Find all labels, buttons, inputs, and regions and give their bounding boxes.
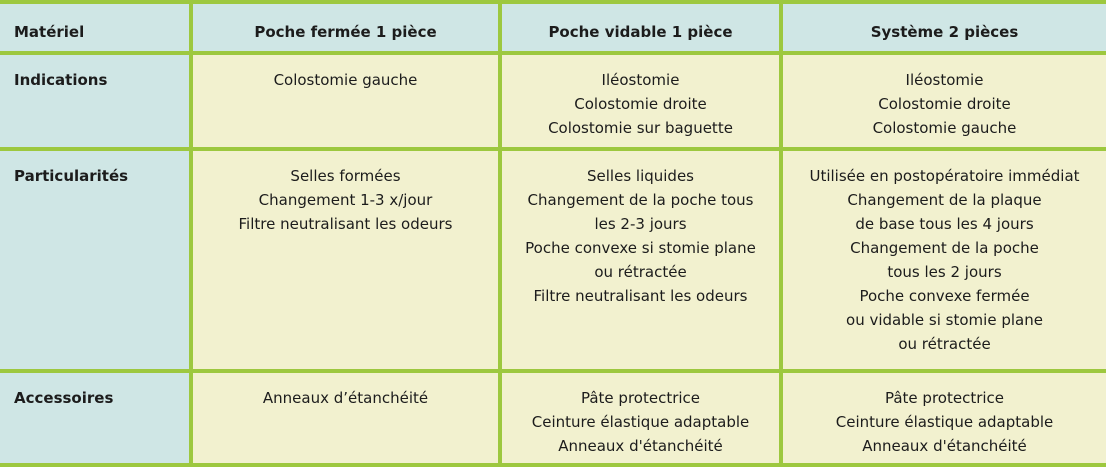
table-row [0, 149, 1106, 371]
table-cell [500, 149, 781, 371]
cell-line: Pâte protectrice [580, 389, 701, 407]
table-row [0, 371, 1106, 465]
cell-line: Iléostomie [905, 71, 984, 89]
cell-line: Filtre neutralisant les odeurs [533, 287, 748, 305]
table-row [0, 53, 1106, 149]
cell-line: Iléostomie [601, 71, 680, 89]
cell-line: ou vidable si stomie plane [846, 311, 1043, 329]
cell-line: Colostomie sur baguette [548, 119, 733, 137]
cell-line: ou rétractée [594, 263, 687, 281]
cell-line: Anneaux d'étanchéité [558, 437, 723, 455]
cell-line: Colostomie droite [878, 95, 1011, 113]
cell-line: Anneaux d'étanchéité [862, 437, 1027, 455]
header-row [0, 2, 1106, 53]
cell-line: de base tous les 4 jours [855, 215, 1034, 233]
cell-line: Colostomie droite [574, 95, 707, 113]
header-poche-vidable: Poche vidable 1 pièce [500, 2, 781, 53]
cell-line: Selles liquides [587, 167, 694, 185]
cell-line: Utilisée en postopératoire immédiat [809, 167, 1080, 185]
table-cell [781, 149, 1106, 371]
table-cell [500, 53, 781, 149]
row-label-indications: Indications [0, 53, 191, 149]
table-cell [781, 371, 1106, 465]
cell-line: Changement de la poche [850, 239, 1039, 257]
table-cell [500, 371, 781, 465]
cell-line: tous les 2 jours [887, 263, 1002, 281]
cell-line: Pâte protectrice [884, 389, 1005, 407]
table-cell [191, 371, 500, 465]
cell-line: Colostomie gauche [273, 71, 418, 89]
cell-line: Ceinture élastique adaptable [531, 413, 750, 431]
row-label-particularites: Particularités [0, 149, 191, 371]
cell-line: Changement de la plaque [847, 191, 1042, 209]
cell-line: les 2-3 jours [594, 215, 687, 233]
cell-line: Poche convexe si stomie plane [525, 239, 756, 257]
header-poche-fermee: Poche fermée 1 pièce [191, 2, 500, 53]
cell-line: Selles formées [290, 167, 401, 185]
header-systeme-2-pieces: Système 2 pièces [781, 2, 1106, 53]
table-cell [781, 53, 1106, 149]
cell-line: Ceinture élastique adaptable [835, 413, 1054, 431]
cell-line: Anneaux d’étanchéité [262, 389, 429, 407]
cell-line: Poche convexe fermée [859, 287, 1030, 305]
header-materiel: Matériel [0, 2, 191, 53]
table-cell [191, 149, 500, 371]
table-cell [191, 53, 500, 149]
cell-line: Changement 1-3 x/jour [258, 191, 433, 209]
cell-line: ou rétractée [898, 335, 991, 353]
cell-line: Colostomie gauche [872, 119, 1017, 137]
cell-line: Changement de la poche tous [527, 191, 754, 209]
row-label-accessoires: Accessoires [0, 371, 191, 465]
cell-line: Filtre neutralisant les odeurs [238, 215, 453, 233]
